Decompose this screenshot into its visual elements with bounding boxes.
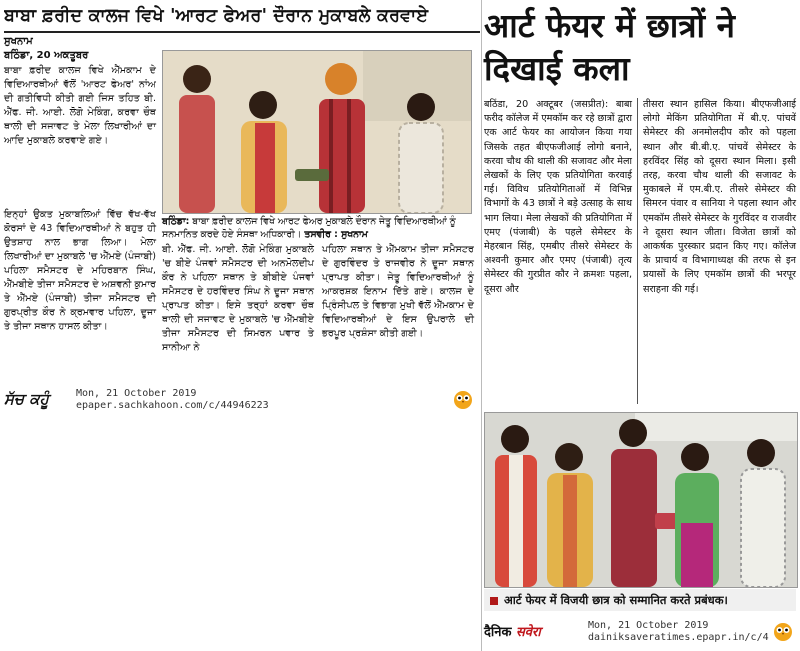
punjabi-byline: ਸੁਖਨਾਮ <box>4 36 33 47</box>
punjabi-column-1 <box>4 64 156 152</box>
logo-dainik: दैनिक <box>484 625 512 640</box>
caption-place: ਬਠਿੰਡਾ: <box>162 216 190 227</box>
caption-text: ਬਾਬਾ ਫ਼ਰੀਦ ਕਾਲਜ ਵਿਖੇ ਆਰਟ ਫੇਅਰ ਮੁਕਾਬਲੇ ਦੌਰਾਨ ਜੇਤੂ ਵਿਦਿਆਰਥੀਆਂ ਨੂੰ ਸਨਮਾਨਿਤ ਕਰਦੇ ਹੋਏ ਸੰਸਥਾ ਅਧਿਕਾਰੀ। <box>162 216 456 240</box>
owl-icon <box>772 620 794 642</box>
hindi-photo-caption <box>484 589 796 611</box>
punjabi-photo-caption <box>162 215 474 241</box>
award-ceremony-photo <box>485 413 797 587</box>
dainik-savera-logo <box>484 622 541 640</box>
award-ceremony-photo <box>163 51 471 213</box>
sach-kahoon-logo: ਸੱਚ ਕਹੂੰ <box>4 390 49 408</box>
caption-credit: ਤਸਵੀਰ : ਸੁਖਨਾਮ <box>304 229 368 240</box>
caption-bullet-icon <box>490 597 498 605</box>
hindi-column-2: तीसरा स्थान हासिल किया। बीएफजीआई लोगो मेकिंग प्रतियोगिता में बी.ए. पांचवें सेमेस्टर की अनमोलदीप कौर को पहला स्थान और बी.बी.ए. पांचवें सेमेस्टर के हरविंदर सिंह को दूसरा स्थान मिला। इसी तरह, करवा चौथ थाली की सजावट के मुकाबले में एम.बी.ए. तीसरे सेमेस्टर की सिमरन पंवार व सानिया ने पहला स्थान और एमकॉम तीसरे सेमेस्टर के गुरविंदर व राजवीर ने दूसरा स्थान जीता। विजेता छात्रों को आकर्षक पुरस्कार प्रदान किए गए। कॉलेज के प्राचार्य व विभागाध्यक्ष की तरफ से इन प्रयासों के लिए एमकॉम छात्रों की भरपूर सराहना की गई। <box>643 99 796 295</box>
punjabi-column-3: ਪਹਿਲਾ ਸਥਾਨ ਤੇ ਐੱਮਕਾਮ ਤੀਜਾ ਸਮੈਸਟਰ ਦੇ ਗੁਰਵਿੰਦਰ ਤੇ ਰਾਜਵੀਰ ਨੇ ਦੂਜਾ ਸਥਾਨ ਪ੍ਰਾਪਤ ਕੀਤਾ। ਜੇਤੂ ਵਿਦਿਆਰਥੀਆਂ ਨੂੰ ਆਕਰਸ਼ਕ ਇਨਾਮ ਦਿੱਤੇ ਗਏ। ਕਾਲਜ ਦੇ ਪ੍ਰਿੰਸੀਪਲ ਤੇ ਵਿਭਾਗ ਮੁਖੀ ਵੱਲੋਂ ਐੱਮਕਾਮ ਦੇ ਵਿਦਿਆਰਥੀਆਂ ਦੇ ਇਸ ਉਪਰਾਲੇ ਦੀ ਭਰਪੂਰ ਪ੍ਰਸ਼ੰਸਾ ਕੀਤੀ ਗਈ। <box>322 244 474 339</box>
source-url[interactable]: dainiksaveratimes.epapr.in/c/4 <box>588 632 769 643</box>
column-rule <box>637 98 638 404</box>
hindi-column-1: बठिंडा, 20 अक्टूबर (जसप्रीत): बाबा फरीद कॉलेज में एमकॉम कर रहे छात्रों द्वारा एक आर्ट फेयर का आयोजन किया गया जिसके तहत बीएफजीआई लोगो बनाने, करवा चौथ की थाली की सजावट और मेला लेखकों के लिए एक प्रतियोगिता करवाई गई। विविध प्रतियोगिताओं में विभिन्न विभागों के 43 छात्रों ने बड़े उत्साह के साथ भाग लिया। मेला लेखकों की प्रतियोगिता में एमए (पंजाबी) के पहले सेमेस्टर के मेहरबान सिंह, एमबीए तीसरे सेमेस्टर के अश्वनी कुमार और एमए (पंजाबी) तृत्य सेमेस्टर की गुरप्रीत कौर ने क्रमशः पहला, दूसरा और <box>484 99 632 295</box>
punjabi-photo <box>162 50 472 214</box>
punjabi-headline: ਬਾਬਾ ਫ਼ਰੀਦ ਕਾਲਜ ਵਿਖੇ 'ਆਰਟ ਫੇਅਰ' ਦੌਰਾਨ ਮੁਕਾਬਲੇ ਕਰਵਾਏ <box>4 6 429 26</box>
owl-icon <box>452 388 474 410</box>
hindi-headline: आर्ट फेयर में छात्रों ने दिखाई कला <box>484 6 735 88</box>
logo-savera: सवेरा <box>516 625 541 640</box>
hindi-source-strip <box>484 618 796 648</box>
caption-text: आर्ट फेयर में विजयी छात्र को सम्मानित करते प्रबंधक। <box>504 593 728 607</box>
headline-rule <box>4 31 480 33</box>
punjabi-column-2: ਬੀ. ਐੱਫ. ਜੀ. ਆਈ. ਲੋਗੋ ਮੇਕਿੰਗ ਮੁਕਾਬਲੇ 'ਚ ਬੀਏ ਪੰਜਵਾਂ ਸਮੈਸਟਰ ਦੀ ਅਨਮੋਲਦੀਪ ਕੌਰ ਨੇ ਪਹਿਲਾ ਸਥਾਨ ਤੇ ਬੀਬੀਏ ਪੰਜਵਾਂ ਸਮੈਸਟਰ ਦੇ ਹਰਵਿੰਦਰ ਸਿੰਘ ਨੇ ਦੂਜਾ ਸਥਾਨ ਪ੍ਰਾਪਤ ਕੀਤਾ। ਇਸੇ ਤਰ੍ਹਾਂ ਕਰਵਾ ਚੌਥ ਥਾਲੀ ਦੀ ਸਜਾਵਟ ਦੇ ਮੁਕਾਬਲੇ 'ਚ ਐੱਮਬੀਏ ਤੀਜਾ ਸਮੈਸਟਰ ਦੀ ਸਿਮਰਨ ਪਵਾਰ ਤੇ ਸਾਨੀਆ ਨੇ <box>162 244 314 353</box>
source-date: Mon, 21 October 2019 <box>76 388 197 399</box>
clipping-divider <box>481 0 482 651</box>
punjabi-dateline: ਬਠਿੰਡਾ, 20 ਅਕਤੂਬਰ <box>4 50 89 61</box>
source-url[interactable]: epaper.sachkahoon.com/c/44946223 <box>76 400 269 411</box>
punjabi-column-1-cont: ਇਨ੍ਹਾਂ ਉਕਤ ਮੁਕਾਬਲਿਆਂ ਵਿੱਚ ਵੱਖ-ਵੱਖ ਕੋਰਸਾਂ ਦੇ 43 ਵਿਦਿਆਰਥੀਆਂ ਨੇ ਬਹੁਤ ਹੀ ਉਤਸ਼ਾਹ ਨਾਲ ਭਾਗ ਲਿਆ। ਮੇਲਾ ਲਿਖਾਰੀਆਂ ਦਾ ਮੁਕਾਬਲੇ 'ਚ ਐੱਮਏ (ਪੰਜਾਬੀ) ਪਹਿਲਾ ਸਮੈਸਟਰ ਦੇ ਮਹਿਰਬਾਨ ਸਿੰਘ, ਐੱਮਬੀਏ ਤੀਜਾ ਸਮੈਸਟਰ ਦੇ ਅਸ਼ਵਨੀ ਕੁਮਾਰ ਤੇ ਐੱਮਏ (ਪੰਜਾਬੀ) ਤੀਜਾ ਸਮੈਸਟਰ ਦੀ ਗੁਰਪ੍ਰੀਤ ਕੌਰ ਨੇ ਕ੍ਰਮਵਾਰ ਪਹਿਲਾ, ਦੂਜਾ ਤੇ ਤੀਜਾ ਸਥਾਨ ਹਾਸਲ ਕੀਤਾ। <box>4 209 156 332</box>
source-date: Mon, 21 October 2019 <box>588 620 709 631</box>
punjabi-paragraph-1: ਬਾਬਾ ਫ਼ਰੀਦ ਕਾਲਜ ਵਿਖੇ ਐੱਮਕਾਮ ਦੇ ਵਿਦਿਆਰਥੀਆਂ ਵੱਲੋਂ 'ਆਰਟ ਫੇਅਰ' ਨਾਂਅ ਦੀ ਗਤੀਵਿਧੀ ਕੀਤੀ ਗਈ ਜਿਸ ਤਹਿਤ ਬੀ. ਐੱਫ. ਜੀ. ਆਈ. ਲੋਗੋ ਮੇਕਿੰਗ, ਕਰਵਾ ਚੌਥ ਥਾਲੀ ਦੀ ਸਜਾਵਟ ਤੇ ਮੇਲਾ ਲਿਖਾਰੀਆਂ ਦਾ ਆਦਿ ਮੁਕਾਬਲੇ ਕਰਵਾਏ ਗਏ। <box>4 65 156 146</box>
hindi-photo <box>484 412 798 588</box>
punjabi-source-strip <box>4 388 480 410</box>
